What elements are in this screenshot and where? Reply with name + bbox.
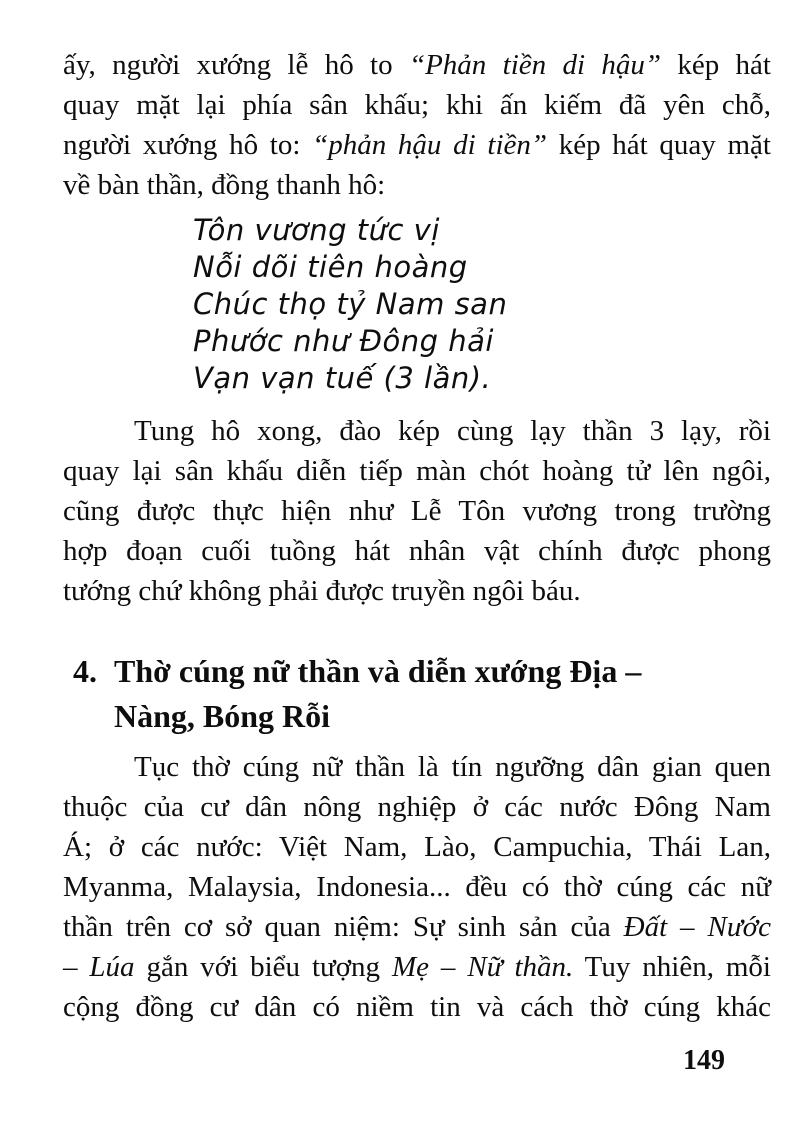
paragraph-opening bbox=[63, 45, 771, 205]
text-line bbox=[63, 45, 771, 85]
heading-line: Nàng, Bóng Rỗi bbox=[114, 698, 331, 734]
heading-line: Thờ cúng nữ thần và diễn xướng Địa – bbox=[114, 653, 642, 689]
verse-line: Nỗi dõi tiên hoàng bbox=[193, 250, 468, 284]
paragraph-tuc-tho-cung bbox=[63, 747, 771, 1027]
text-run: ấy, người xướng lễ hô to bbox=[63, 49, 409, 81]
text-line: quay lại sân khấu diễn tiếp màn chót hoàng tử lên ngôi, bbox=[63, 455, 771, 487]
italic-phrase: – Lúa bbox=[63, 951, 135, 983]
text-line bbox=[63, 125, 771, 165]
text-line: cộng đồng cư dân có niềm tin và cách thờ cúng khác bbox=[63, 991, 771, 1023]
verse-line: Chúc thọ tỷ Nam san bbox=[193, 287, 508, 321]
text-run: thần trên cơ sở quan niệm: Sự sinh sản của bbox=[63, 911, 624, 943]
text-run: gắn với biểu tượng bbox=[134, 951, 392, 983]
text-run: Tuy nhiên, mỗi bbox=[573, 951, 771, 983]
text-line: Tục thờ cúng nữ thần là tín ngưỡng dân gian quen bbox=[134, 751, 771, 783]
text-line: quay mặt lại phía sân khấu; khi ấn kiếm đã yên chỗ, bbox=[63, 89, 771, 121]
verse-line: Tôn vương tức vị bbox=[193, 213, 440, 247]
text-line: Á; ở các nước: Việt Nam, Lào, Campuchia, Thái Lan, bbox=[63, 831, 771, 863]
page-number: 149 bbox=[683, 1045, 725, 1076]
text-line bbox=[63, 907, 771, 947]
text-line: hợp đoạn cuối tuồng hát nhân vật chính được phong bbox=[63, 535, 771, 567]
text-line: thuộc của cư dân nông nghiệp ở các nước Đông Nam bbox=[63, 791, 771, 823]
paragraph-tung-ho bbox=[63, 411, 771, 611]
text-run: người xướng hô to: bbox=[63, 129, 313, 161]
italic-phrase: Đất – Nước bbox=[623, 911, 771, 943]
text-line: cũng được thực hiện như Lễ Tôn vương trong trường bbox=[63, 495, 771, 527]
verse-line: Vạn vạn tuế (3 lần). bbox=[193, 361, 492, 395]
page-content bbox=[63, 45, 771, 1027]
text-line: Myanma, Malaysia, Indonesia... đều có thờ cúng các nữ bbox=[63, 871, 771, 903]
text-line: về bàn thần, đồng thanh hô: bbox=[63, 169, 386, 201]
text-run: kép hát bbox=[661, 49, 771, 81]
section-heading bbox=[63, 649, 771, 739]
section-number: 4. bbox=[73, 653, 97, 689]
text-line: Tung hô xong, đào kép cùng lạy thần 3 lạy, rồi bbox=[134, 415, 771, 447]
verse-line: Phước như Đông hải bbox=[193, 324, 494, 358]
italic-phrase: “phản hậu di tiền” bbox=[312, 129, 548, 161]
text-line: tướng chứ không phải được truyền ngôi báu. bbox=[63, 575, 581, 607]
italic-phrase: “Phản tiền di hậu” bbox=[408, 49, 661, 81]
text-run: kép hát quay mặt bbox=[547, 129, 771, 161]
text-line bbox=[63, 947, 771, 987]
verse-block bbox=[193, 212, 771, 397]
italic-phrase: Mẹ – Nữ thần. bbox=[391, 951, 574, 983]
